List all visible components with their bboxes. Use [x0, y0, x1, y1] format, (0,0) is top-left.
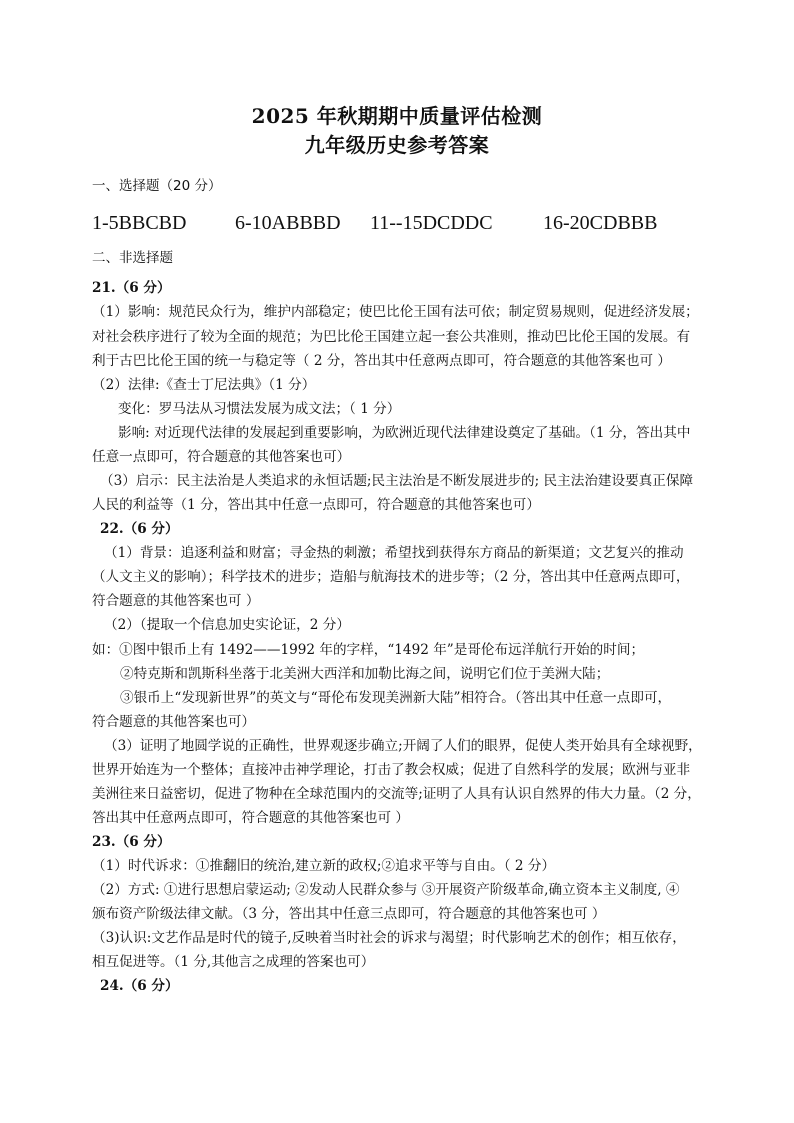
- answer-line: 如：①图中银币上有 1492——1992 年的字样，“1492 年”是哥伦布远洋航行开始的时间；: [92, 642, 645, 658]
- answer-line: （3）启示：民主法治是人类追求的永恒话题;民主法治是不断发展进步的; 民主法治建设要真正保障: [100, 473, 694, 489]
- question-21-heading: 21.（6 分）: [92, 280, 171, 296]
- answer-line: 美洲往来日益密切，促进了物种在全球范围内的交流等;证明了人具有认识自然界的伟大力量。（2 分，: [92, 786, 701, 802]
- mc-answer-group: 6-10ABBBD: [235, 212, 341, 234]
- mc-answer-group: 1-5BBCBD: [92, 212, 187, 234]
- answer-line: 利于古巴比伦王国的统一与稳定等（ 2 分，答出其中任意两点即可，符合题意的其他答案也可 ）: [92, 353, 671, 369]
- answer-line: （3)认识:文艺作品是时代的镜子,反映着当时社会的诉求与渴望；时代影响艺术的创作；相互依存，: [92, 930, 686, 946]
- answer-line: （3）证明了地圆学说的正确性，世界观逐步确立;开阔了人们的眼界，促使人类开始具有全球视野，: [104, 738, 702, 754]
- answer-line: （1）时代诉求：①推翻旧的统治,建立新的政权;②追求平等与自由。（ 2 分）: [92, 858, 556, 874]
- answer-line: （2）方式: ①进行思想启蒙运动; ②发动人民群众参与 ③开展资产阶级革命,确立资本主义制度, ④: [92, 882, 680, 898]
- answer-line: 影响: 对近现代法律的发展起到重要影响，为欧洲近现代法律建设奠定了基础。（1 分，答出其中: [118, 425, 691, 441]
- answer-line: （2）（提取一个信息加史实论证，2 分）: [104, 617, 350, 633]
- answer-line: 人民的利益等（1 分，答出其中任意一点即可，符合题意的其他答案也可）: [92, 497, 540, 513]
- exam-title: 2025 年秋期期中质量评估检测: [251, 104, 543, 128]
- answer-line: （1）背景：追逐利益和财富；寻金热的刺激；希望找到获得东方商品的新渠道；文艺复兴的推动: [104, 545, 684, 561]
- question-23-heading: 23.（6 分）: [92, 834, 171, 850]
- question-22-heading: 22.（6 分）: [100, 521, 179, 537]
- answer-line: ②特克斯和凯斯科坐落于北美洲大西洋和加勒比海之间，说明它们位于美洲大陆；: [120, 666, 610, 682]
- answer-line: （2）法律:《查士丁尼法典》（1 分）: [92, 377, 316, 393]
- answer-line: （1）影响：规范民众行为，维护内部稳定；使巴比伦王国有法可依；制定贸易规则，促进经济发展；: [92, 304, 699, 320]
- answer-line: 符合题意的其他答案也可）: [92, 714, 256, 730]
- section-1-heading: 一、选择题（20 分）: [92, 178, 222, 194]
- mc-answer-group: 16-20CDBBB: [543, 212, 658, 234]
- answer-line: 对社会秩序进行了较为全面的规范；为巴比伦王国建立起一套公共准则，推动巴比伦王国的发展。有: [92, 329, 691, 345]
- section-2-heading: 二、非选择题: [92, 250, 173, 266]
- answer-line: 答出其中任意两点即可，符合题意的其他答案也可 ）: [92, 810, 409, 826]
- mc-answer-group: 11--15DCDDC: [370, 212, 493, 234]
- answer-line: 相互促进等。（1 分,其他言之成理的答案也可）: [92, 954, 375, 970]
- answer-line: 变化：罗马法从习惯法发展为成文法；（ 1 分）: [118, 401, 401, 417]
- answer-line: 世界开始连为一个整体；直接冲击神学理论，打击了教会权威；促进了自然科学的发展；欧洲与亚非: [92, 762, 691, 778]
- answer-line: 任意一点即可，符合题意的其他答案也可）: [92, 449, 351, 465]
- answer-key-title: 九年级历史参考答案: [304, 133, 490, 157]
- answer-line: 符合题意的其他答案也可 ）: [92, 593, 260, 609]
- answer-line: 颁布资产阶级法律文献。（3 分，答出其中任意三点即可，符合题意的其他答案也可 ）: [92, 906, 606, 922]
- question-24-heading: 24.（6 分）: [100, 978, 179, 994]
- answer-line: （人文主义的影响）；科学技术的进步；造船与航海技术的进步等；（2 分，答出其中任意两点即可，: [92, 569, 690, 585]
- answer-line: ③银币上“发现新世界”的英文与“哥伦布发现美洲新大陆”相符合。（答出其中任意一点即可，: [120, 690, 672, 706]
